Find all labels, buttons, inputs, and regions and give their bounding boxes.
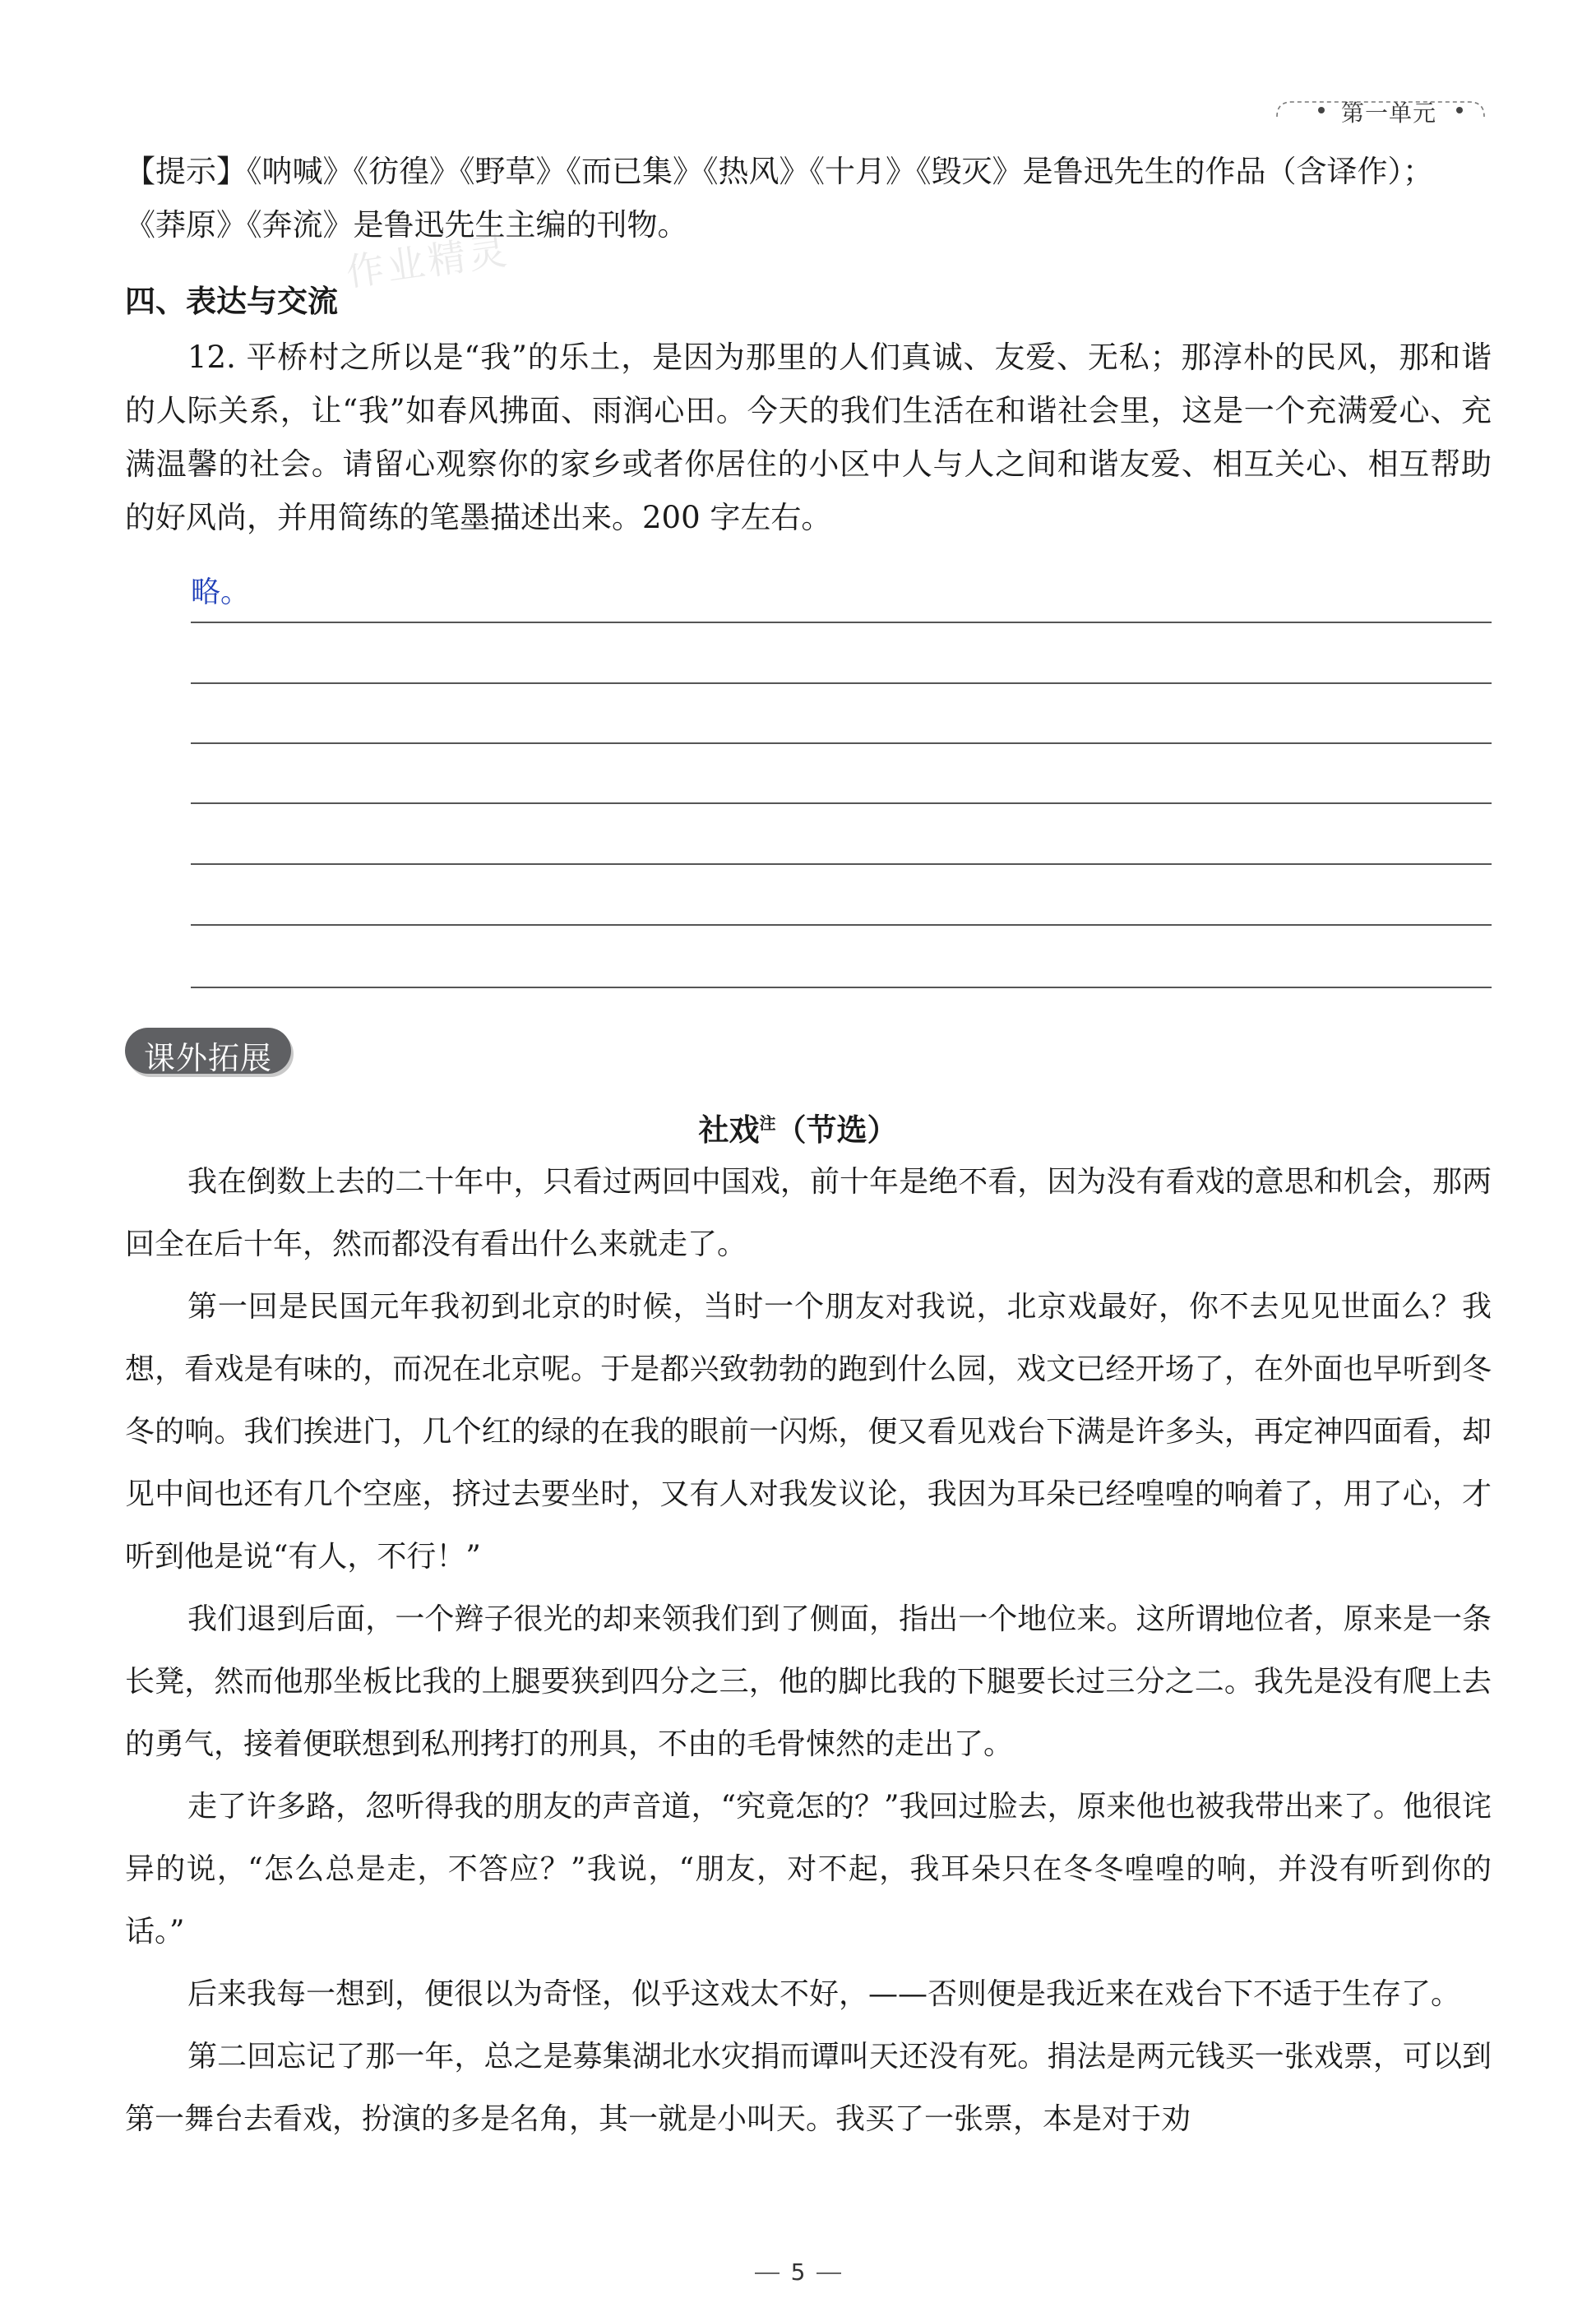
article-title-suffix: （节选）	[775, 1112, 898, 1148]
extension-badge	[125, 1028, 291, 1074]
answer-line	[191, 863, 1492, 865]
answer-line	[191, 682, 1492, 684]
article-body	[125, 1151, 1492, 2151]
article-paragraph: 第二回忘记了那一年，总之是募集湖北水灾捐而谭叫天还没有死。捐法是两元钱买一张戏票，可以到第一舞台去看戏，扮演的多是名角，其一就是小叫天。我买了一张票，本是对于劝	[125, 2040, 1492, 2136]
page-number-value: 5	[790, 2258, 806, 2286]
article-paragraph: 走了许多路，忽听得我的朋友的声音道，“究竟怎的？”我回过脸去，原来他也被我带出来了。他很诧异的说，“怎么总是走，不答应？”我说，“朋友，对不起，我耳朵只在冬冬喤喤的响，并没有听到你的话。”	[125, 1790, 1492, 1949]
answer-line	[191, 622, 1492, 623]
answer-line	[191, 987, 1492, 988]
tip-line-2: 《莽原》《奔流》是鲁迅先生主编的刊物。	[125, 207, 688, 243]
answer-line	[191, 924, 1492, 926]
tip-line-1: 【提示】《呐喊》《彷徨》《野草》《而已集》《热风》《十月》《毁灭》是鲁迅先生的作品（含译作）；	[125, 154, 1433, 189]
article-title-main: 社戏	[698, 1112, 760, 1148]
article-paragraph: 我们退到后面，一个辫子很光的却来领我们到了侧面，指出一个地位来。这所谓地位者，原来是一条长凳，然而他那坐板比我的上腿要狭到四分之三，他的脚比我的下腿要长过三分之二。我先是没有爬上去的勇气，接着便联想到私刑拷打的刑具，不由的毛骨悚然的走出了。	[125, 1602, 1492, 1761]
watermark: 作业精灵	[343, 228, 513, 295]
article-paragraph: 后来我每一想到，便很以为奇怪，似乎这戏太不好，——否则便是我近来在戏台下不适于生存了。	[187, 1977, 1461, 2011]
unit-header	[1270, 92, 1491, 127]
article-paragraph: 第一回是民国元年我初到北京的时候，当时一个朋友对我说，北京戏最好，你不去见见世面么？我想，看戏是有味的，而况在北京呢。于是都兴致勃勃的跑到什么园，戏文已经开场了，在外面也早听到冬冬的响。我们挨进门，几个红的绿的在我的眼前一闪烁，便又看见戏台下满是许多头，再定神四面看，却见中间也还有几个空座，挤过去要坐时，又有人对我发议论，我因为耳朵已经喤喤的响着了，用了心，才听到他是说“有人，不行！”	[125, 1290, 1492, 1574]
section-title: 四、表达与交流	[125, 284, 338, 319]
answer-line	[191, 742, 1492, 744]
answer-text: 略。	[191, 576, 251, 609]
unit-title: 第一单元	[1340, 99, 1436, 127]
badge-label: 课外拓展	[143, 1040, 272, 1076]
page-number-dash	[755, 2272, 779, 2274]
page-number	[0, 2258, 1596, 2286]
tip-block	[125, 145, 1492, 252]
article-title	[0, 1105, 1596, 1149]
article-paragraph: 我在倒数上去的二十年中，只看过两回中国戏，前十年是绝不看，因为没有看戏的意思和机会，那两回全在后十年，然而都没有看出什么来就走了。	[125, 1165, 1492, 1261]
article-title-note: 注	[759, 1113, 776, 1133]
page-number-dash	[817, 2272, 841, 2274]
answer-line	[191, 802, 1492, 804]
question-12: 12. 平桥村之所以是“我”的乐土，是因为那里的人们真诚、友爱、无私；那淳朴的民风，那和谐的人际关系，让“我”如春风拂面、雨润心田。今天的我们生活在和谐社会里，这是一个充满爱心、充满温馨的社会。请留心观察你的家乡或者你居住的小区中人与人之间和谐友爱、相互关心、相互帮助的好风尚，并用简练的笔墨描述出来。200 字左右。	[125, 340, 1492, 535]
